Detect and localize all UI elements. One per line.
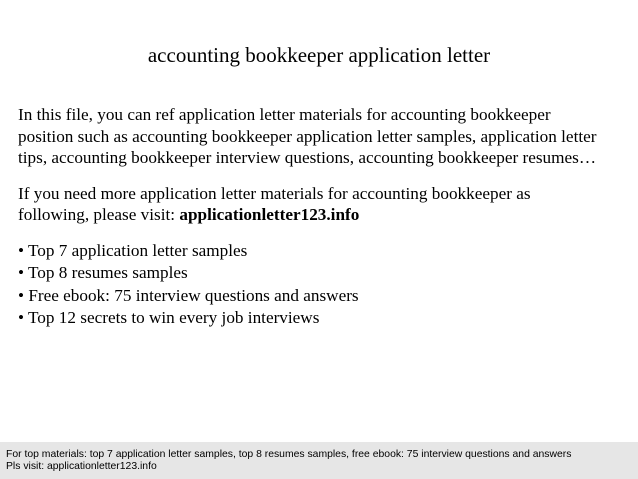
more-line-1: If you need more application letter materials for accounting bookkeeper as (18, 183, 531, 203)
bullet-list (18, 240, 633, 330)
intro-line-1: In this file, you can ref application letter materials for accounting bookkeeper (18, 105, 551, 124)
footer-line-1: For top materials: top 7 application letter samples, top 8 resumes samples, free ebook: 75 interview questions and answers (6, 449, 572, 460)
slide-title: accounting bookkeeper application letter (147, 43, 491, 67)
bullet-item: • Top 8 resumes samples (18, 263, 188, 282)
bullet-item: • Top 12 secrets to win every job interviews (18, 308, 320, 327)
bullet-item: • Top 7 application letter samples (18, 240, 248, 260)
website-link[interactable]: applicationletter123.info (179, 205, 360, 224)
intro-line-3: tips, accounting bookkeeper interview questions, accounting bookkeeper resumes… (18, 148, 597, 167)
slide-body (18, 104, 633, 330)
footer-line-2: Pls visit: applicationletter123.info (6, 461, 157, 472)
bullet-item: • Free ebook: 75 interview questions and answers (18, 285, 359, 305)
more-line-2 (18, 204, 633, 226)
intro-paragraph (18, 104, 633, 169)
more-paragraph (18, 183, 633, 226)
intro-line-2: position such as accounting bookkeeper application letter samples, application letter (18, 126, 597, 146)
footer-banner (0, 442, 638, 479)
more-line-2-prefix: following, please visit: (18, 205, 180, 224)
